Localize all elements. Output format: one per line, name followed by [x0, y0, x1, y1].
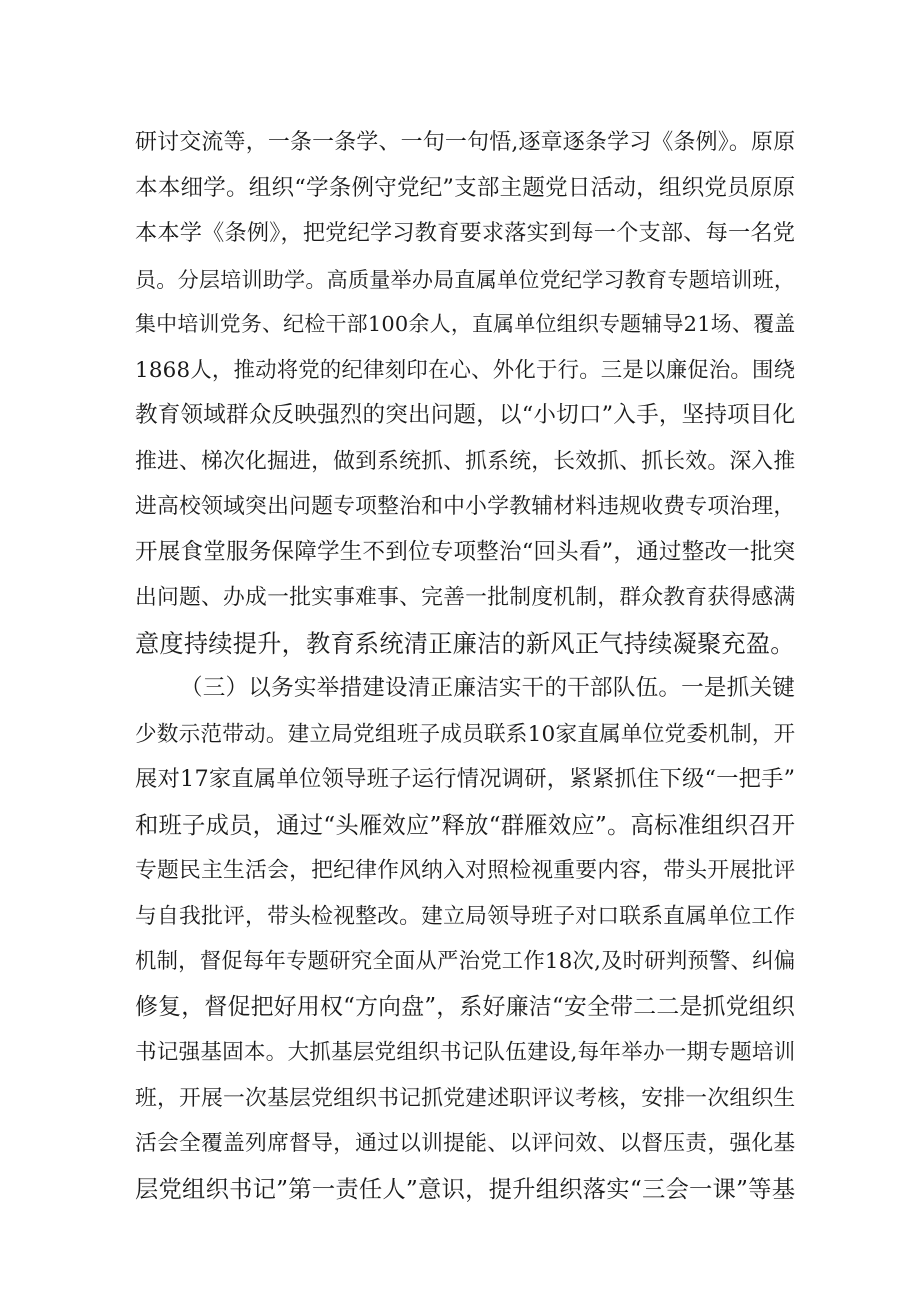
text-line: 层党组织书记”第一责任人”意识，提升组织落实“三会一课”等基	[135, 1174, 796, 1203]
text-line: 1868人，推动将党的纪律刻印在心、外化于行。三是以廉促治。围绕	[135, 357, 796, 383]
body-text	[135, 120, 795, 1212]
text-line: 活会全覆盖列席督导，通过以训提能、以评问效、以督压责，强化基	[135, 1131, 796, 1156]
text-line: 与自我批评，带头检视整改。建立局领导班子对口联系直属单位工作	[135, 903, 796, 929]
text-line: 集中培训党务、纪检干部100余人，直属单位组织专题辅导21场、覆盖	[135, 312, 796, 336]
text-line: 本本学《条例》，把党纪学习教育要求落实到每一个支部、每一名党	[135, 220, 796, 246]
text-line: 意度持续提升，教育系统清正廉洁的新风正气持续凝聚充盈。	[135, 628, 795, 658]
text-line: 开展食堂服务保障学生不到位专项整治“回头看”，通过整改一批突	[135, 538, 796, 565]
text-line: 机制，督促每年专题研究全面从严治党工作18次,及时研判预警、纠偏	[135, 949, 796, 974]
text-line: 展对17家直属单位领导班子运行情况调研，紧紧抓住下级“一把手”	[135, 766, 796, 792]
text-line: 教育领域群众反映强烈的突出问题，以“小切口”入手，坚持项目化	[135, 402, 796, 428]
text-line: 出问题、办成一批实事难事、完善一批制度机制，群众教育获得感满	[135, 585, 796, 610]
text-line: 班，开展一次基层党组织书记抓党建述职评议考核，安排一次组织生	[135, 1085, 796, 1111]
text-line: 本本细学。组织“学条例守党纪”支部主题党日活动，组织党员原原	[135, 174, 796, 201]
text-line: 和班子成员，通过“头雁效应”释放“群雁效应”。高标准组织召开	[135, 810, 796, 839]
text-line: 进高校领域突出问题专项整治和中小学教辅材料违规收费专项治理，	[135, 494, 796, 519]
text-line: 少数示范带动。建立局党组班子成员联系10家直属单位党委机制，开	[135, 721, 796, 747]
text-line: 书记强基固本。大抓基层党组织书记队伍建设,每年举办一期专题培训	[135, 1040, 796, 1065]
text-line: 推进、梯次化掘进，做到系统抓、抓系统，长效抓、抓长效。深入推	[135, 448, 796, 474]
text-line: 研讨交流等，一条一条学、一句一句悟,逐章逐条学习《条例》。原原	[135, 130, 796, 155]
text-line: 专题民主生活会，把纪律作风纳入对照检视重要内容，带头开展批评	[135, 858, 796, 883]
text-line: 员。分层培训助学。高质量举办局直属单位党纪学习教育专题培训班，	[135, 266, 796, 292]
text-line: 修复，督促把好用权“方向盘”，系好廉洁“安全带二二是抓党组织	[135, 993, 796, 1020]
section-heading-line: （三）以务实举措建设清正廉洁实干的干部队伍。一是抓关键	[180, 675, 796, 701]
